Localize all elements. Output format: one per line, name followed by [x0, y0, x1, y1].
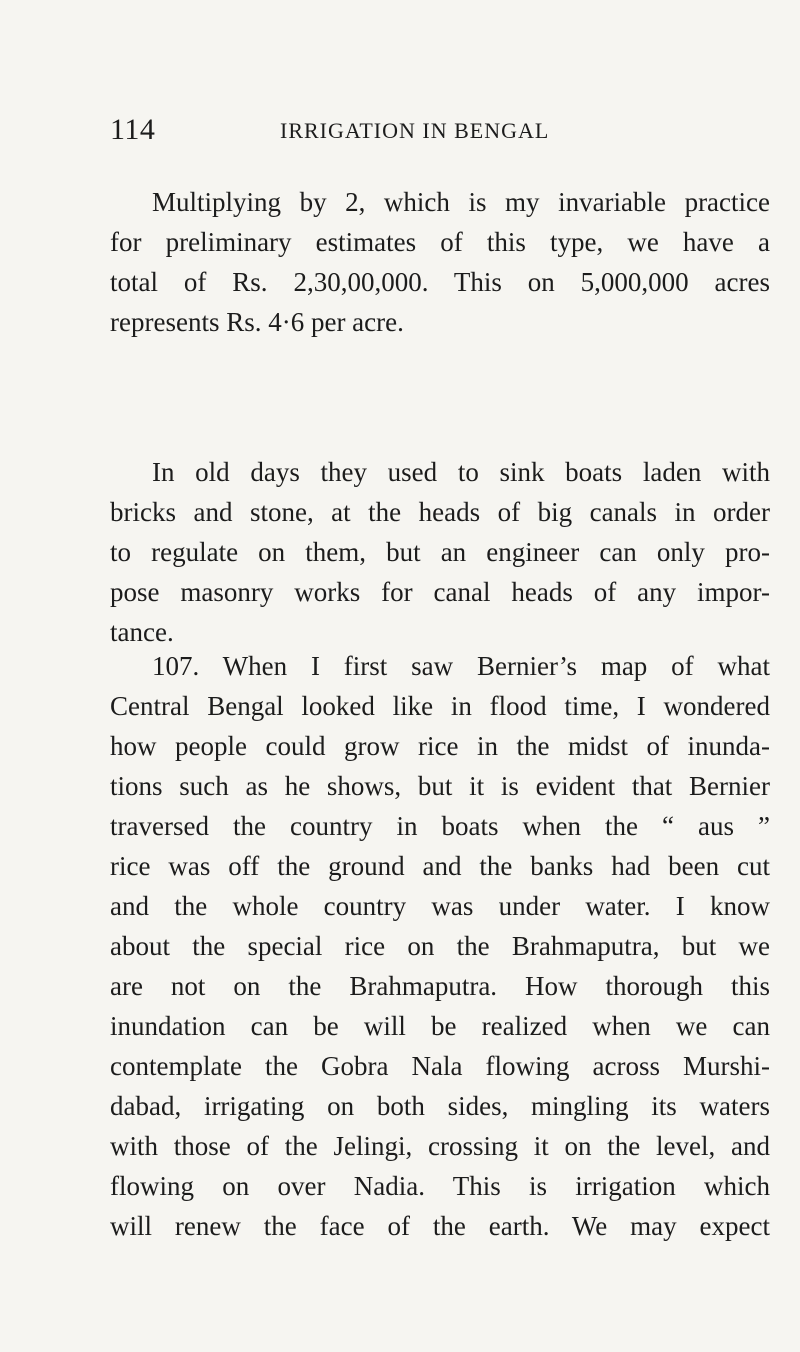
text-line: for preliminary estimates of this type, we have a [110, 227, 770, 257]
text-line: Central Bengal looked like in flood time, I wondered [110, 691, 770, 721]
text-line: inundation can be will be realized when we can [110, 1011, 770, 1041]
paragraph-3 [110, 646, 770, 1246]
text-line: total of Rs. 2,30,00,000. This on 5,000,000 acres [110, 267, 770, 297]
text-line: tance. [110, 617, 174, 647]
text-line: dabad, irrigating on both sides, mingling its waters [110, 1091, 770, 1121]
text-line: with those of the Jelingi, crossing it on the level, and [110, 1131, 770, 1161]
text-line: 107. When I first saw Bernier’s map of what [152, 651, 770, 681]
text-line: In old days they used to sink boats laden with [152, 457, 770, 487]
text-line: rice was off the ground and the banks had been cut [110, 851, 770, 881]
text-line: represents Rs. 4·6 per acre. [110, 307, 404, 337]
text-line: Multiplying by 2, which is my invariable practice [152, 187, 770, 217]
page-number: 114 [110, 113, 156, 146]
paragraph-1 [110, 182, 770, 342]
paragraph-2 [110, 452, 770, 652]
text-line: will renew the face of the earth. We may expect [110, 1211, 770, 1241]
text-line: flowing on over Nadia. This is irrigation which [110, 1171, 770, 1201]
page-header [110, 112, 750, 148]
text-line: bricks and stone, at the heads of big canals in order [110, 497, 770, 527]
text-line: to regulate on them, but an engineer can only pro- [110, 537, 770, 567]
text-line: and the whole country was under water. I know [110, 891, 770, 921]
text-line: how people could grow rice in the midst of inunda- [110, 731, 770, 761]
text-line: are not on the Brahmaputra. How thorough this [110, 971, 770, 1001]
text-line: about the special rice on the Brahmaputra, but we [110, 931, 770, 961]
text-line: tions such as he shows, but it is evident that Bernier [110, 771, 770, 801]
text-line: contemplate the Gobra Nala flowing across Murshi- [110, 1051, 770, 1081]
running-title: IRRIGATION IN BENGAL [280, 118, 550, 143]
text-line: traversed the country in boats when the “ aus ” [110, 811, 770, 841]
text-line: pose masonry works for canal heads of any impor- [110, 577, 770, 607]
